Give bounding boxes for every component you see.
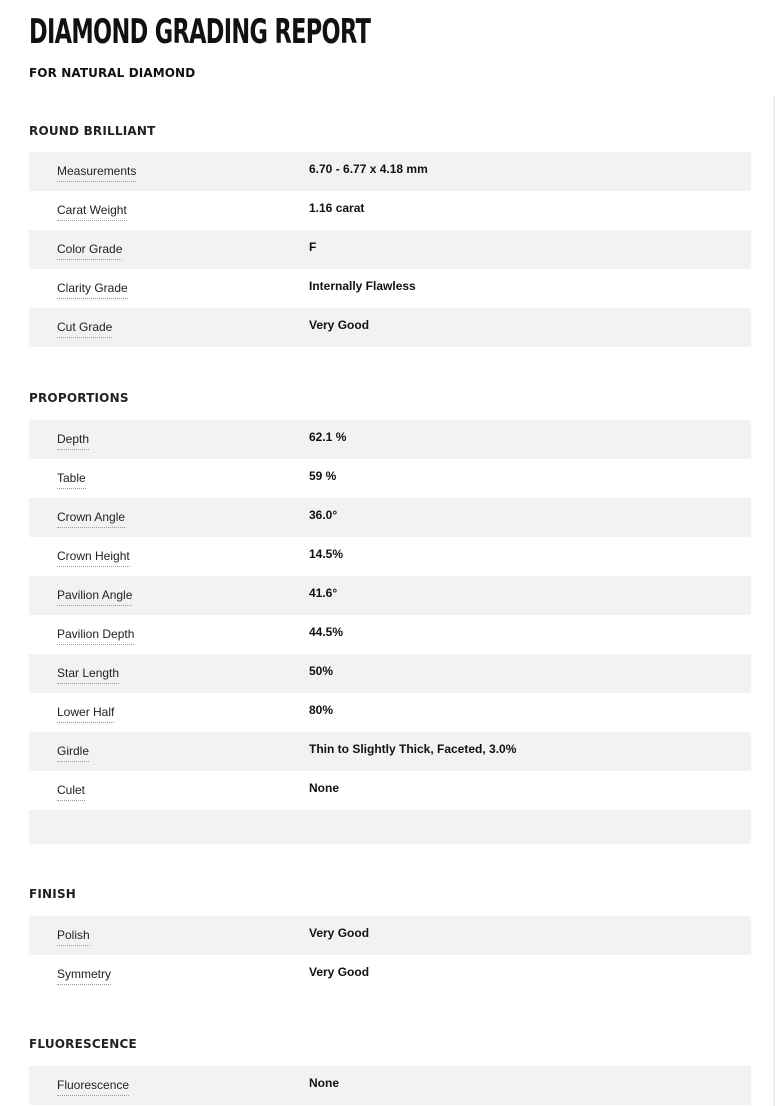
row-value: 59 %	[309, 469, 337, 483]
table-row	[29, 732, 751, 771]
table-row	[29, 459, 751, 498]
row-label[interactable]: Crown Height	[57, 549, 130, 567]
row-value: 44.5%	[309, 625, 344, 639]
row-label[interactable]: Pavilion Depth	[57, 627, 134, 645]
table-row	[29, 654, 751, 693]
row-label[interactable]: Clarity Grade	[57, 281, 128, 299]
row-value: Internally Flawless	[309, 279, 416, 293]
row-label[interactable]: Culet	[57, 783, 85, 801]
row-value: 36.0°	[309, 508, 338, 522]
row-value: Very Good	[309, 926, 370, 940]
table-spacer-row	[29, 810, 751, 844]
table-row	[29, 498, 751, 537]
row-label[interactable]: Depth	[57, 432, 89, 450]
row-label[interactable]: Color Grade	[57, 242, 122, 260]
row-value: 14.5%	[309, 547, 344, 561]
row-value: 50%	[309, 664, 334, 678]
section-heading-round-brilliant: ROUND BRILLIANT	[29, 124, 156, 138]
table-row	[29, 615, 751, 654]
section-heading-proportions: PROPORTIONS	[29, 391, 129, 405]
row-label[interactable]: Star Length	[57, 666, 119, 684]
table-row	[29, 308, 751, 347]
table-row	[29, 152, 751, 191]
row-value: 80%	[309, 703, 334, 717]
row-label[interactable]: Table	[57, 471, 86, 489]
row-label[interactable]: Polish	[57, 928, 90, 946]
table-row	[29, 269, 751, 308]
row-label[interactable]: Pavilion Angle	[57, 588, 132, 606]
row-value: Thin to Slightly Thick, Faceted, 3.0%	[309, 742, 517, 756]
row-value: 62.1 %	[309, 430, 347, 444]
row-value: Very Good	[309, 965, 370, 979]
table-row	[29, 230, 751, 269]
row-value: F	[309, 240, 317, 254]
section-heading-fluorescence: FLUORESCENCE	[29, 1037, 137, 1051]
table-row	[29, 693, 751, 732]
finish-table	[29, 916, 751, 994]
grading-results-table	[29, 152, 751, 347]
row-value: 41.6°	[309, 586, 338, 600]
row-label[interactable]: Cut Grade	[57, 320, 112, 338]
row-label[interactable]: Girdle	[57, 744, 89, 762]
row-label[interactable]: Crown Angle	[57, 510, 125, 528]
table-row	[29, 537, 751, 576]
table-row	[29, 420, 751, 459]
row-value: None	[309, 781, 339, 795]
report-title: DIAMOND GRADING REPORT	[29, 12, 371, 52]
row-label[interactable]: Symmetry	[57, 967, 111, 985]
table-row	[29, 916, 751, 955]
row-value: None	[309, 1076, 339, 1090]
row-value: 6.70 - 6.77 x 4.18 mm	[309, 162, 428, 176]
proportions-table	[29, 420, 751, 844]
table-row	[29, 576, 751, 615]
row-label[interactable]: Measurements	[57, 164, 136, 182]
row-value: 1.16 carat	[309, 201, 365, 215]
table-row	[29, 771, 751, 810]
section-heading-finish: FINISH	[29, 887, 77, 901]
table-row	[29, 191, 751, 230]
report-subtitle: FOR NATURAL DIAMOND	[29, 66, 196, 80]
row-label[interactable]: Fluorescence	[57, 1078, 129, 1096]
row-label[interactable]: Carat Weight	[57, 203, 127, 221]
row-value: Very Good	[309, 318, 370, 332]
fluorescence-table	[29, 1066, 751, 1105]
table-row	[29, 955, 751, 994]
row-label[interactable]: Lower Half	[57, 705, 114, 723]
table-row	[29, 1066, 751, 1105]
